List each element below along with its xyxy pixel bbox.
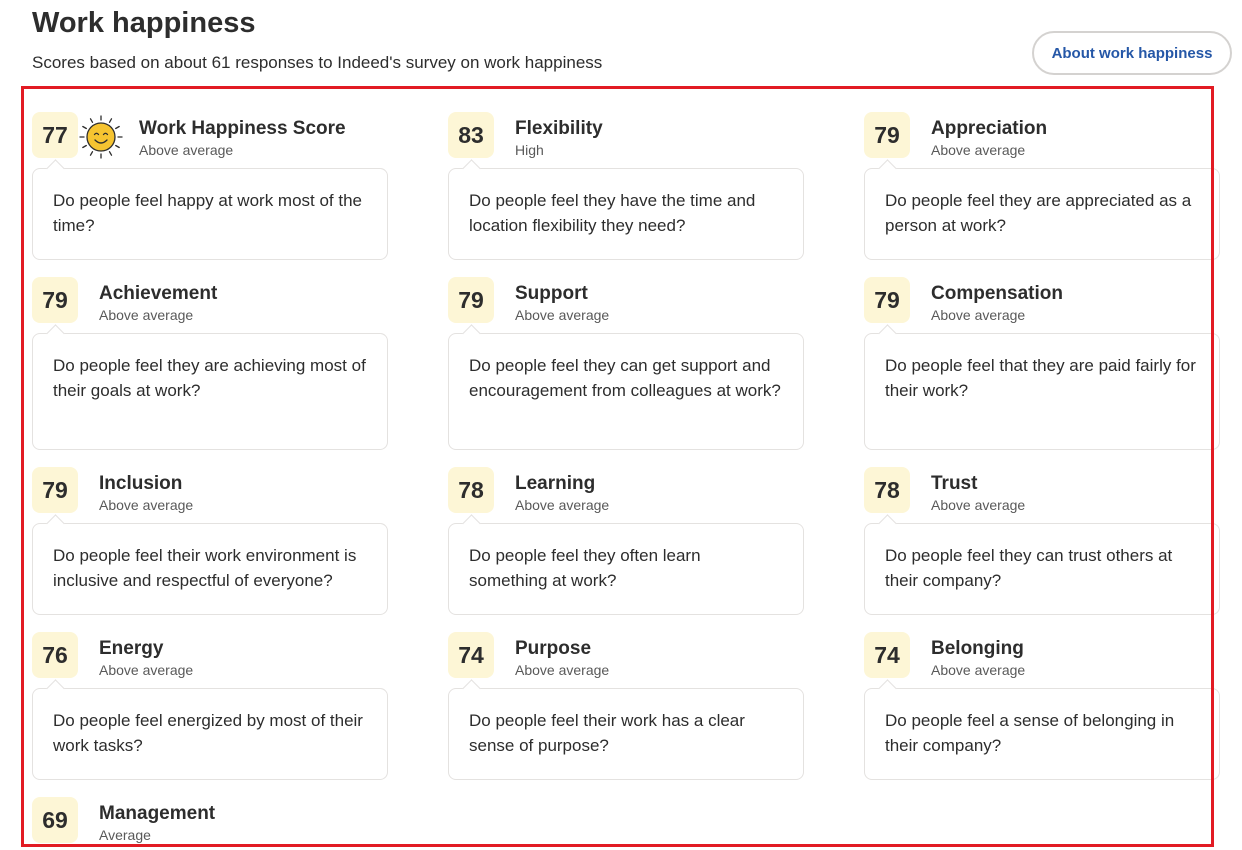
category-rating: Above average <box>515 307 610 323</box>
question-card: Do people feel their work has a clear sense of purpose? <box>448 688 804 780</box>
score-badge: 74 <box>864 632 910 678</box>
category-rating: Average <box>99 827 151 843</box>
question-card: Do people feel happy at work most of the time? <box>32 168 388 260</box>
score-badge: 78 <box>448 467 494 513</box>
category-title: Learning <box>515 473 596 494</box>
category-title: Appreciation <box>931 118 1048 139</box>
category-title: Compensation <box>931 283 1063 304</box>
category-rating: Above average <box>99 307 194 323</box>
category-rating: Above average <box>515 497 610 513</box>
category-rating: Above average <box>139 142 234 158</box>
score-badge: 74 <box>448 632 494 678</box>
category-rating: Above average <box>931 142 1026 158</box>
category-title: Inclusion <box>99 473 183 494</box>
question-card: Do people feel they often learn something at work? <box>448 523 804 615</box>
question-card: Do people feel they are achieving most of their goals at work? <box>32 333 388 450</box>
category-title: Belonging <box>931 638 1024 659</box>
score-badge: 79 <box>864 277 910 323</box>
score-badge: 79 <box>864 112 910 158</box>
question-card: Do people feel they can get support and encouragement from colleagues at work? <box>448 333 804 450</box>
category-title: Achievement <box>99 283 218 304</box>
category-rating: Above average <box>99 662 194 678</box>
category-rating: Above average <box>931 307 1026 323</box>
category-rating: Above average <box>515 662 610 678</box>
category-rating: Above average <box>931 662 1026 678</box>
question-card: Do people feel they have the time and location flexibility they need? <box>448 168 804 260</box>
question-card: Do people feel their work environment is inclusive and respectful of everyone? <box>32 523 388 615</box>
page-subtitle: Scores based on about 61 responses to Indeed's survey on work happiness <box>32 53 603 72</box>
category-rating: Above average <box>99 497 194 513</box>
category-title: Flexibility <box>515 118 603 139</box>
category-rating: High <box>515 142 544 158</box>
page-title: Work happiness <box>32 7 256 39</box>
smiling-sun-icon <box>79 115 123 159</box>
category-title: Trust <box>931 473 978 494</box>
about-work-happiness-button[interactable]: About work happiness <box>1032 31 1232 75</box>
score-badge: 83 <box>448 112 494 158</box>
score-badge: 79 <box>32 277 78 323</box>
score-badge: 76 <box>32 632 78 678</box>
question-card: Do people feel they are appreciated as a person at work? <box>864 168 1220 260</box>
score-badge: 79 <box>32 467 78 513</box>
question-card: Do people feel they can trust others at their company? <box>864 523 1220 615</box>
question-card: Do people feel a sense of belonging in their company? <box>864 688 1220 780</box>
category-title: Management <box>99 803 216 824</box>
question-card: Do people feel energized by most of their work tasks? <box>32 688 388 780</box>
category-title: Support <box>515 283 588 304</box>
category-title: Purpose <box>515 638 592 659</box>
score-badge: 78 <box>864 467 910 513</box>
question-card: Do people feel that they are paid fairly for their work? <box>864 333 1220 450</box>
score-badge: 79 <box>448 277 494 323</box>
score-badge: 69 <box>32 797 78 843</box>
category-title: Energy <box>99 638 164 659</box>
category-rating: Above average <box>931 497 1026 513</box>
score-badge: 77 <box>32 112 78 158</box>
category-title: Work Happiness Score <box>139 118 346 139</box>
